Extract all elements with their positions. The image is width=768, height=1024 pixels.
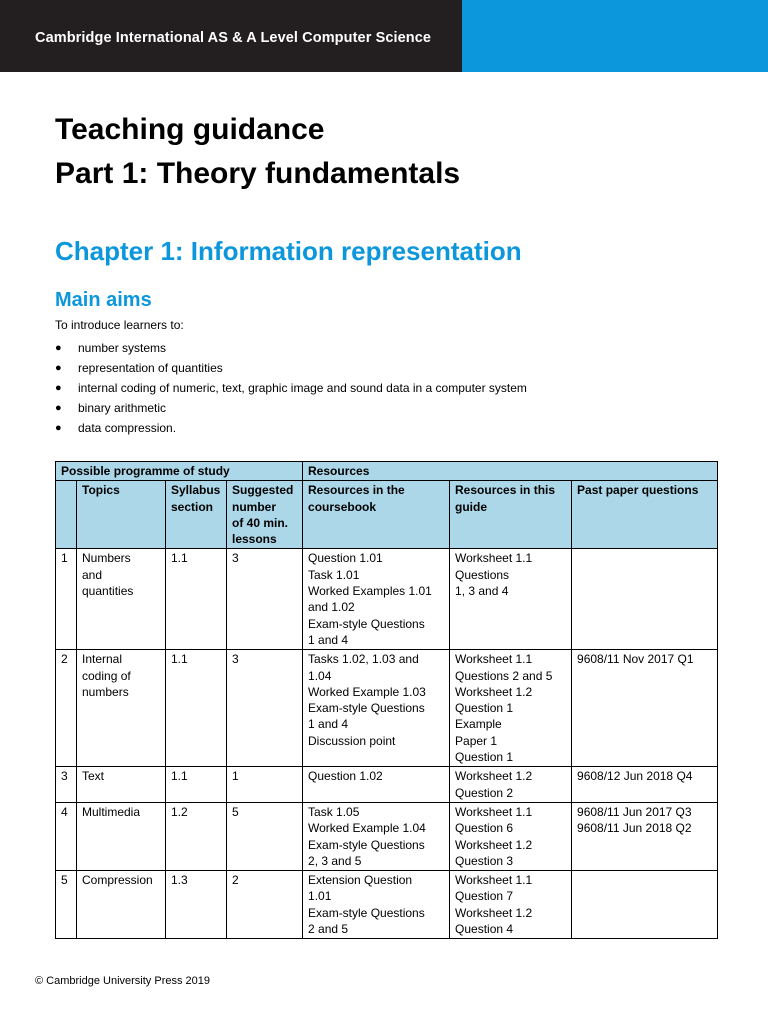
cell-syllabus: 1.1: [166, 767, 227, 803]
bullet-icon: ●: [55, 422, 62, 434]
programme-table: [55, 461, 718, 939]
column-header-index: [56, 481, 77, 549]
page-title: [55, 108, 460, 196]
group-header-resources: Resources: [303, 462, 718, 481]
cell-past-papers: 9608/11 Jun 2017 Q3 9608/11 Jun 2018 Q2: [572, 802, 718, 870]
row-number: 2: [56, 650, 77, 767]
bullet-icon: ●: [55, 382, 62, 394]
copyright-footer: © Cambridge University Press 2019: [35, 975, 211, 987]
bullet-icon: ●: [55, 362, 62, 374]
row-number: 5: [56, 871, 77, 939]
cell-guide: Worksheet 1.1 Questions 2 and 5 Worksheet 1.2 Question 1 Example Paper 1 Question 1: [450, 650, 572, 767]
column-header-past-papers: Past paper questions: [572, 481, 718, 549]
column-header-topics: Topics: [77, 481, 166, 549]
cell-past-papers: [572, 871, 718, 939]
table-row: [56, 650, 718, 767]
cell-guide: Worksheet 1.1 Questions 1, 3 and 4: [450, 549, 572, 650]
cell-lessons: 5: [227, 802, 303, 870]
cell-guide: Worksheet 1.1 Question 7 Worksheet 1.2 Question 4: [450, 871, 572, 939]
table-row: [56, 802, 718, 870]
cell-guide: Worksheet 1.1 Question 6 Worksheet 1.2 Question 3: [450, 802, 572, 870]
cell-guide: Worksheet 1.2 Question 2: [450, 767, 572, 803]
list-item: ● internal coding of numeric, text, graphic image and sound data in a computer system: [55, 381, 527, 395]
cell-coursebook: Extension Question 1.01 Exam-style Questions 2 and 5: [303, 871, 450, 939]
cell-syllabus: 1.1: [166, 650, 227, 767]
chapter-heading: Chapter 1: Information representation: [55, 236, 522, 266]
cell-lessons: 3: [227, 650, 303, 767]
cell-coursebook: Question 1.02: [303, 767, 450, 803]
header-bar: [0, 0, 462, 72]
cell-topic: Compression: [77, 871, 166, 939]
table-group-header-row: [56, 462, 718, 481]
cell-syllabus: 1.3: [166, 871, 227, 939]
page-title-line-1: Teaching guidance: [55, 113, 325, 146]
cell-topic: Internal coding of numbers: [77, 650, 166, 767]
bullet-icon: ●: [55, 402, 62, 414]
list-item: ● number systems: [55, 341, 167, 355]
cell-coursebook: Question 1.01 Task 1.01 Worked Examples 1.01 and 1.02 Exam-style Questions 1 and 4: [303, 549, 450, 650]
cell-past-papers: 9608/11 Nov 2017 Q1: [572, 650, 718, 767]
row-number: 4: [56, 802, 77, 870]
main-aims-heading: Main aims: [55, 289, 152, 311]
column-header-coursebook: Resources in the coursebook: [303, 481, 450, 549]
cell-lessons: 1: [227, 767, 303, 803]
list-item: ● representation of quantities: [55, 361, 223, 375]
row-number: 3: [56, 767, 77, 803]
cell-topic: Numbers and quantities: [77, 549, 166, 650]
header-accent-block: [462, 0, 768, 72]
main-aims-list: [55, 340, 527, 440]
cell-syllabus: 1.1: [166, 549, 227, 650]
table-row: [56, 549, 718, 650]
cell-past-papers: 9608/12 Jun 2018 Q4: [572, 767, 718, 803]
list-item: ● data compression.: [55, 421, 177, 435]
row-number: 1: [56, 549, 77, 650]
cell-topic: Text: [77, 767, 166, 803]
page-title-line-2: Part 1: Theory fundamentals: [55, 157, 461, 190]
main-aims-intro: To introduce learners to:: [55, 318, 184, 332]
table-row: [56, 767, 718, 803]
column-header-lessons: Suggested number of 40 min. lessons: [227, 481, 303, 549]
cell-lessons: 2: [227, 871, 303, 939]
header-title: Cambridge International AS & A Level Computer Science: [35, 30, 432, 46]
bullet-icon: ●: [55, 342, 62, 354]
column-header-guide: Resources in this guide: [450, 481, 572, 549]
cell-coursebook: Tasks 1.02, 1.03 and 1.04 Worked Example 1.03 Exam-style Questions 1 and 4 Discussion point: [303, 650, 450, 767]
list-item: ● binary arithmetic: [55, 401, 167, 415]
table-column-header-row: [56, 481, 718, 549]
table-row: [56, 871, 718, 939]
cell-syllabus: 1.2: [166, 802, 227, 870]
cell-lessons: 3: [227, 549, 303, 650]
cell-topic: Multimedia: [77, 802, 166, 870]
cell-past-papers: [572, 549, 718, 650]
group-header-programme: Possible programme of study: [56, 462, 303, 481]
cell-coursebook: Task 1.05 Worked Example 1.04 Exam-style Questions 2, 3 and 5: [303, 802, 450, 870]
column-header-syllabus: Syllabus section: [166, 481, 227, 549]
